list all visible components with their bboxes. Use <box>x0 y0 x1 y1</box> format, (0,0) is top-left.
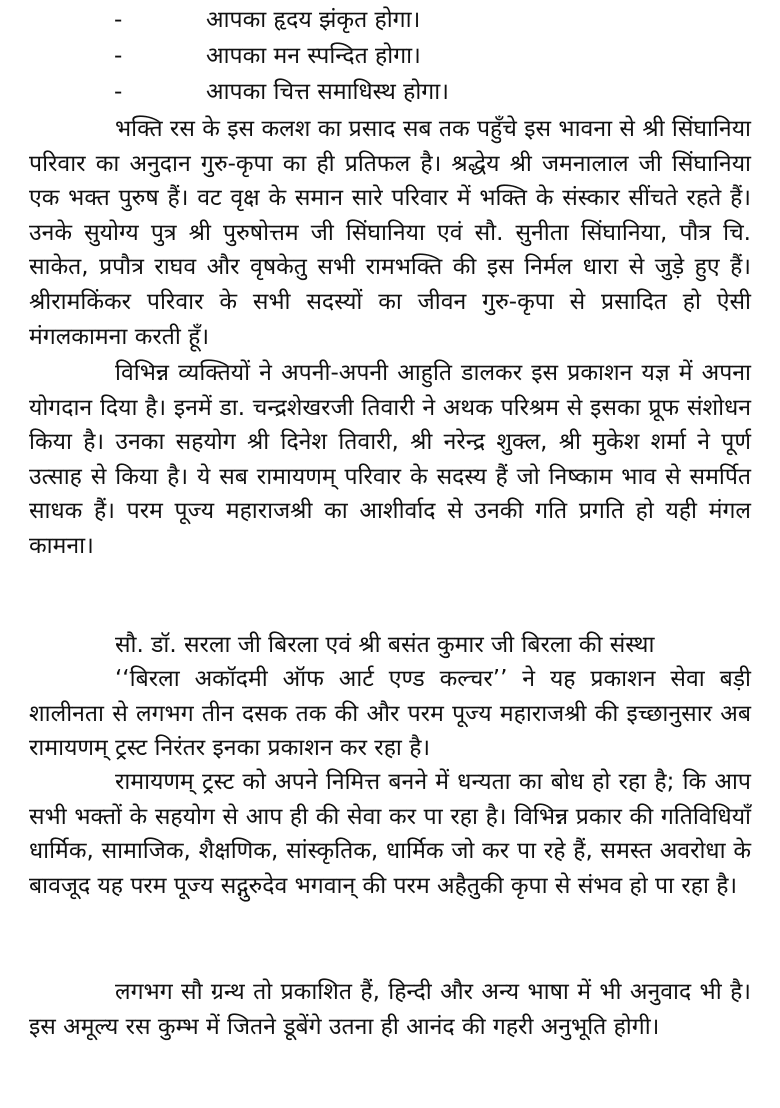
paragraph-birla-intro: सौ. डॉ. सरला जी बिरला एवं श्री बसंत कुमार जी बिरला की संस्था <box>115 632 655 658</box>
paragraph-birla-academy: ‘‘बिरला अकॉदमी ऑफ आर्ट एण्ड कल्चर’’ ने यह प्रकाशन सेवा बड़ी शालीनता से लगभग तीन दसक तक की और परम पूज्य महाराजश्री की इच्छानुसार अब रामायणम् ट्रस्ट निरंतर इनका प्रकाशन कर रहा है। <box>29 666 751 762</box>
paragraph-contributors: विभिन्न व्यक्तियों ने अपनी-अपनी आहुति डालकर इस प्रकाशन यज्ञ में अपना योगदान दिया है। इनमें डा. चन्द्रशेखरजी तिवारी ने अथक परिश्रम से इसका प्रूफ संशोधन किया है। उनका सहयोग श्री दिनेश तिवारी, श्री नरेन्द्र शुक्ल, श्री मुकेश शर्मा ने पूर्ण उत्साह से किया है। ये सब रामायणम् परिवार के सदस्य हैं जो निष्काम भाव से समर्पित साधक हैं। परम पूज्य महाराजश्री का आशीर्वाद से उनकी गति प्रगति हो यही मंगल कामना। <box>29 360 751 559</box>
paragraph-singhania-family: भक्ति रस के इस कलश का प्रसाद सब तक पहुँचे इस भावना से श्री सिंघानिया परिवार का अनुदान गुरु-कृपा का ही प्रतिफल है। श्रद्धेय श्री जमनालाल जी सिंघानिया एक भक्त पुरुष हैं। वट वृक्ष के समान सारे परिवार में भक्ति के संस्कार सींचते रहते हैं। उनके सुयोग्य पुत्र श्री पुरुषोत्तम जी सिंघानिया एवं सौ. सुनीता सिंघानिया, पौत्र चि. साकेत, प्रपौत्र राघव और वृषकेतु सभी रामभक्ति की इस निर्मल धारा से जुड़े हुए हैं। श्रीरामकिंकर परिवार के सभी सदस्यों का जीवन गुरु-कृपा से प्रसादित हो ऐसी मंगलकामना करती हूँ। <box>29 116 751 350</box>
bullet-dash: - <box>114 7 123 33</box>
bullet-item <box>0 74 780 110</box>
paragraph-publications: लगभग सौ ग्रन्थ तो प्रकाशित हैं, हिन्दी और अन्य भाषा में भी अनुवाद भी है। इस अमूल्य रस कुम्भ में जितने डूबेंगे उतना ही आनंद की गहरी अनुभूति होगी। <box>29 979 751 1040</box>
bullet-dash: - <box>114 43 123 69</box>
bullet-item <box>0 2 780 38</box>
bullet-item <box>0 38 780 74</box>
paragraph-ramayanam-trust: रामायणम् ट्रस्ट को अपने निमित्त बनने में धन्यता का बोध हो रहा है; कि आप सभी भक्तों के सहयोग से आप ही की सेवा कर पा रहा है। विभिन्न प्रकार की गतिविधियाँ धार्मिक, सामाजिक, शैक्षणिक, सांस्कृतिक, धार्मिक जो कर पा रहे हैं, समस्त अवरोधा के बावजूद यह परम पूज्य सद्गुरुदेव भगवान् की परम अहैतुकी कृपा से संभव हो पा रहा है। <box>29 769 751 899</box>
bullet-text: आपका हृदय झंकृत होगा। <box>206 7 421 33</box>
bullet-text: आपका चित्त समाधिस्थ होगा। <box>206 79 449 105</box>
bullet-text: आपका मन स्पन्दित होगा। <box>206 43 421 69</box>
bullet-dash: - <box>114 79 123 105</box>
